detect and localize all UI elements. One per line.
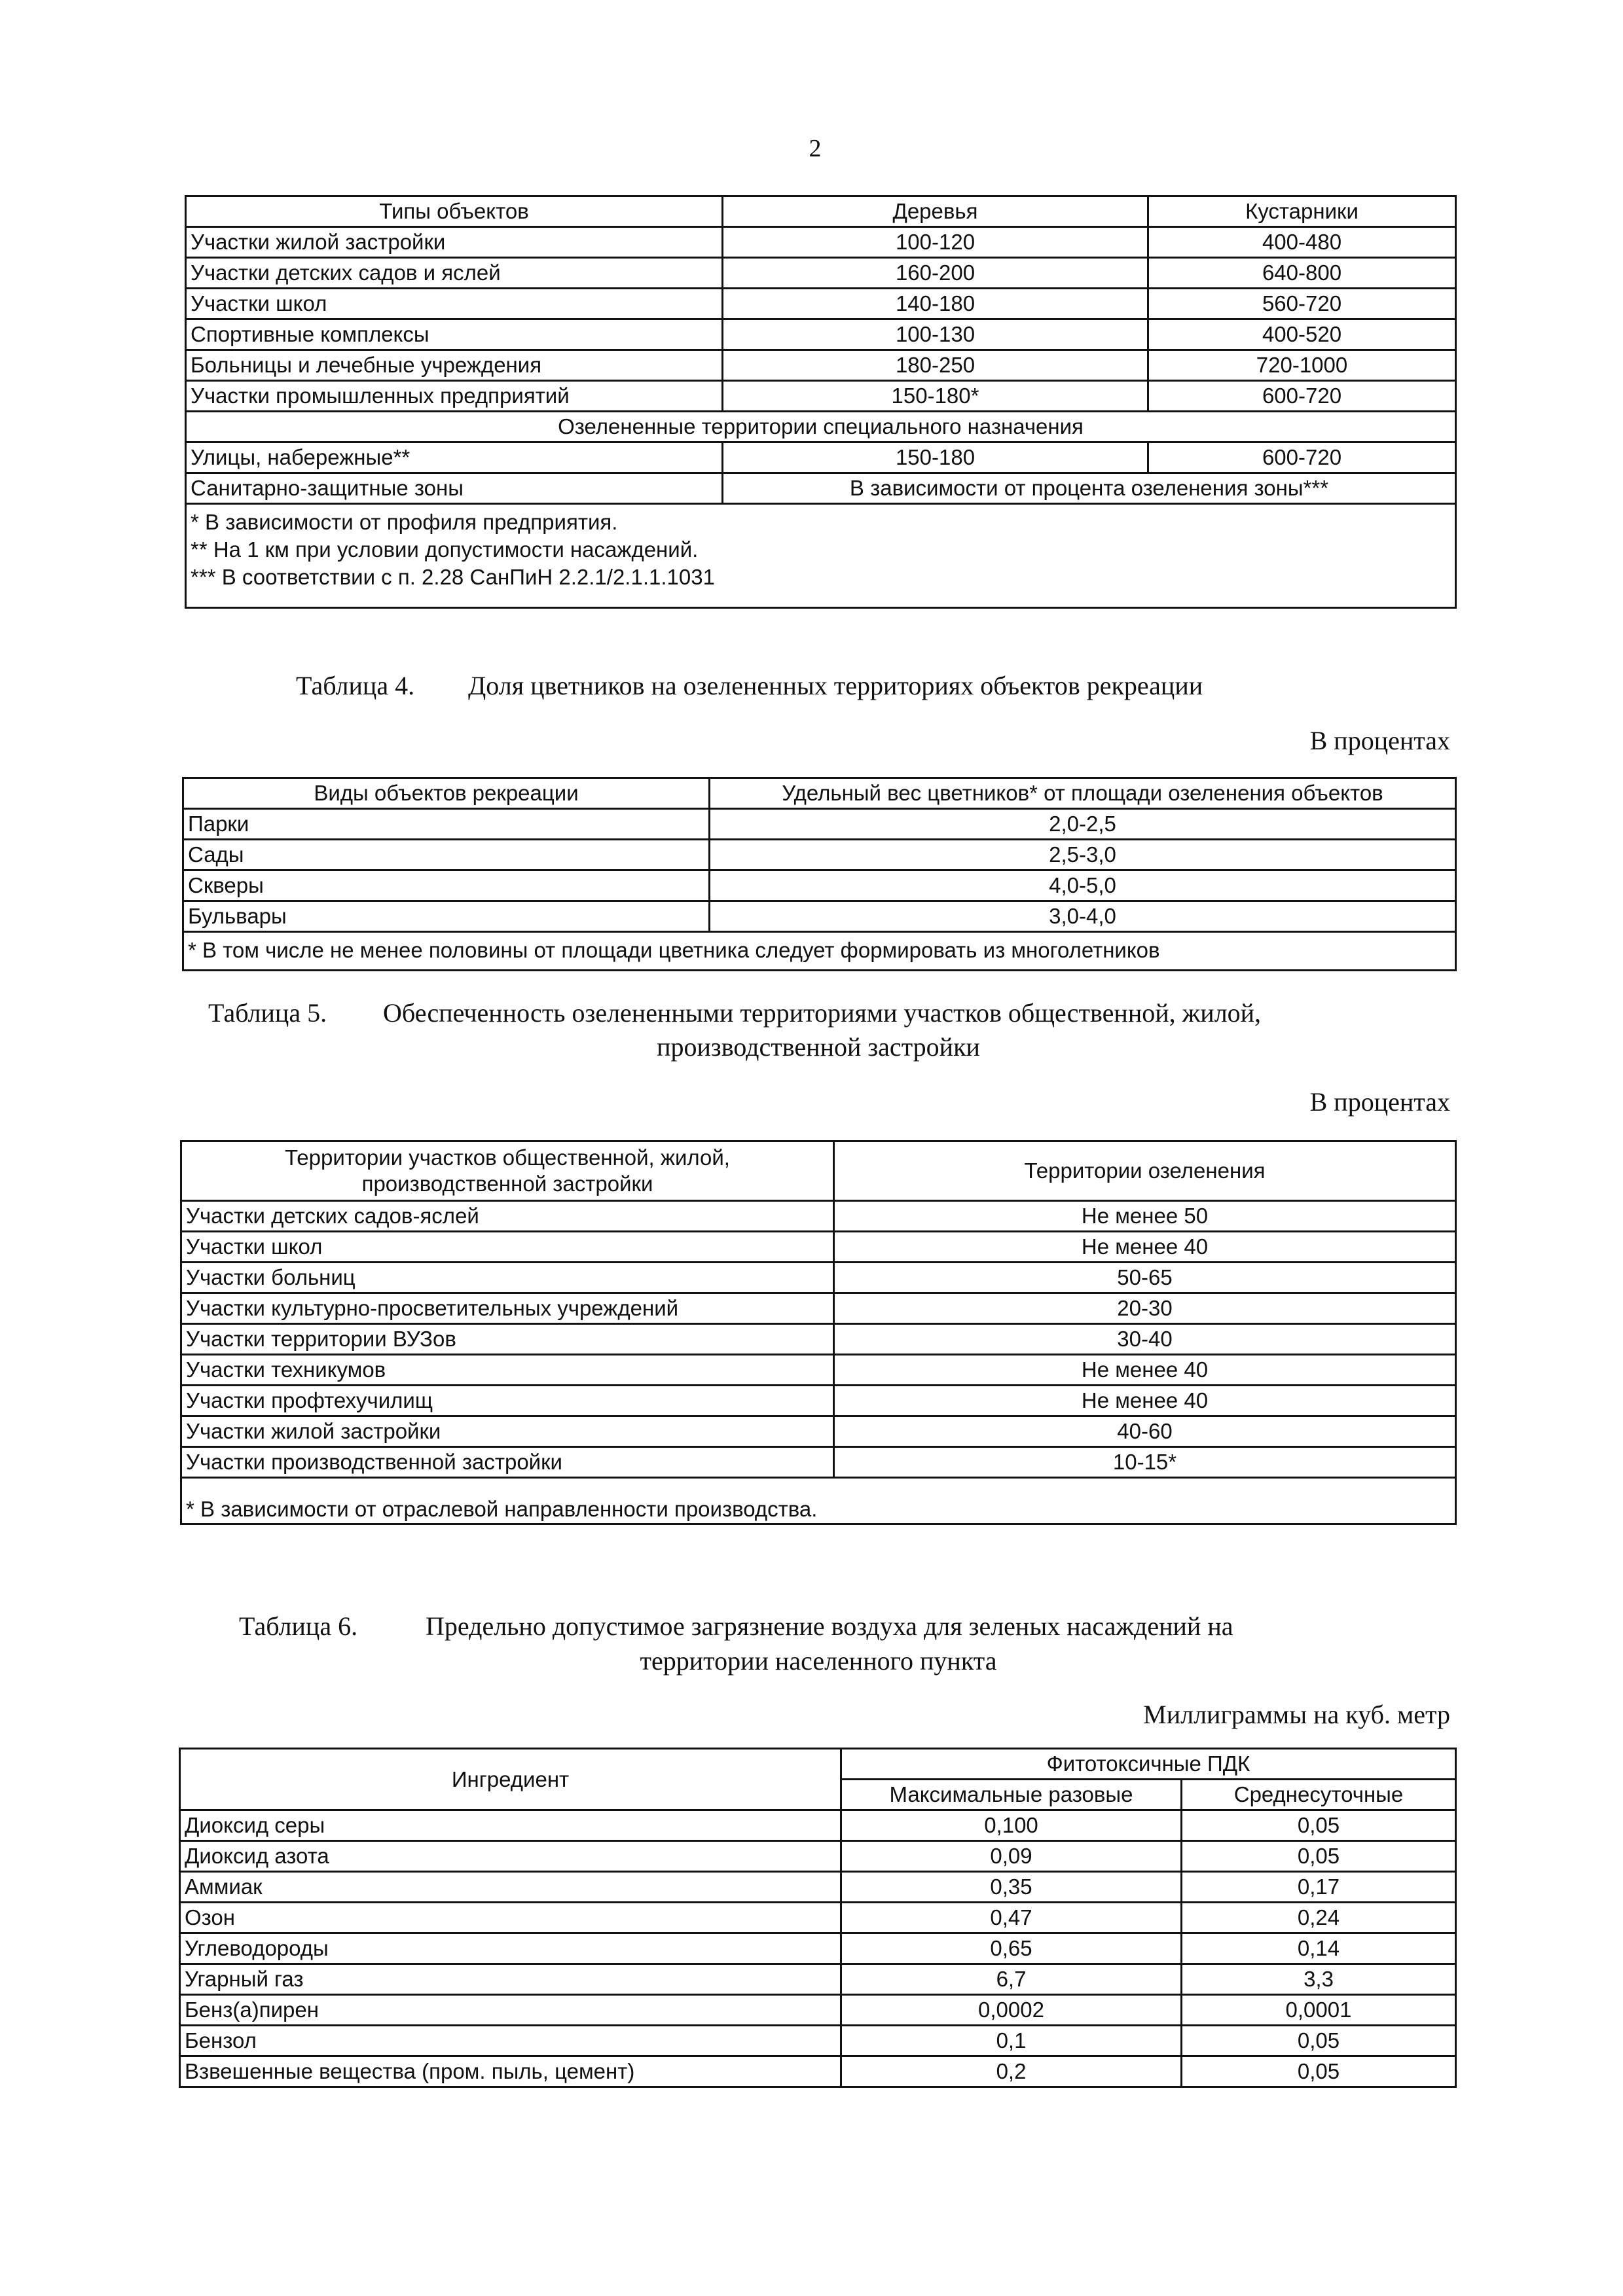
cell-value: 4,0-5,0 [710, 870, 1456, 901]
footnote: * В зависимости от отраслевой направленности производства. [181, 1478, 1456, 1524]
footnote: * В зависимости от профиля предприятия. [191, 510, 618, 534]
table4-label: Таблица 4. [296, 671, 415, 700]
cell-avg: 3,3 [1182, 1964, 1456, 1995]
cell-merged-value: В зависимости от процента озеленения зоны*** [723, 473, 1456, 504]
cell-avg: 0,0001 [1182, 1995, 1456, 2026]
table-greenery-provision [180, 1140, 1457, 1525]
cell-value: 40-60 [834, 1416, 1456, 1447]
cell-avg: 0,05 [1182, 1810, 1456, 1841]
table-row [186, 258, 1456, 289]
cell-ingredient: Бенз(а)пирен [180, 1995, 841, 2026]
table-row [186, 442, 1456, 473]
table5-unit: В процентах [1309, 1087, 1450, 1117]
cell-value: Не менее 40 [834, 1232, 1456, 1263]
table-row [181, 1293, 1456, 1324]
table5-title-line1: Обеспеченность озелененными территориями участков общественной, жилой, [383, 998, 1262, 1028]
table-row [186, 381, 1456, 412]
cell-type: Участки промышленных предприятий [186, 381, 723, 412]
cell-trees: 160-200 [723, 258, 1148, 289]
cell-type: Участки детских садов-яслей [181, 1201, 834, 1232]
table-notes [186, 504, 1456, 608]
cell-ingredient: Диоксид азота [180, 1841, 841, 1872]
table-notes-row [181, 1478, 1456, 1524]
cell-type: Участки техникумов [181, 1355, 834, 1386]
section-title: Озелененные территории специального назначения [186, 412, 1456, 442]
header-phytotoxic: Фитотоксичные ПДК [841, 1749, 1456, 1780]
cell-ingredient: Взвешенные вещества (пром. пыль, цемент) [180, 2056, 841, 2087]
cell-ingredient: Аммиак [180, 1872, 841, 1903]
cell-type: Участки школ [186, 289, 723, 319]
cell-trees: 140-180 [723, 289, 1148, 319]
table-row [180, 1872, 1456, 1903]
table-air-pollution-limits [179, 1748, 1457, 2088]
table-row [183, 870, 1456, 901]
cell-ingredient: Угарный газ [180, 1964, 841, 1995]
table-row [181, 1447, 1456, 1478]
cell-shrubs: 640-800 [1148, 258, 1456, 289]
cell-avg: 0,05 [1182, 2056, 1456, 2087]
table6-title-line2: территории населенного пункта [640, 1646, 997, 1676]
cell-ingredient: Бензол [180, 2026, 841, 2056]
cell-value: 2,5-3,0 [710, 840, 1456, 870]
cell-type: Участки больниц [181, 1263, 834, 1293]
table-row [180, 1810, 1456, 1841]
cell-type: Участки профтехучилищ [181, 1386, 834, 1416]
cell-shrubs: 720-1000 [1148, 350, 1456, 381]
table-row [181, 1232, 1456, 1263]
cell-shrubs: 400-520 [1148, 319, 1456, 350]
table-greenery-norms [185, 195, 1457, 609]
cell-type: Участки детских садов и яслей [186, 258, 723, 289]
cell-value: 10-15* [834, 1447, 1456, 1478]
cell-avg: 0,05 [1182, 1841, 1456, 1872]
cell-type: Участки жилой застройки [186, 227, 723, 258]
cell-avg: 0,24 [1182, 1903, 1456, 1933]
cell-value: 50-65 [834, 1263, 1456, 1293]
cell-type: Скверы [183, 870, 710, 901]
cell-avg: 0,14 [1182, 1933, 1456, 1964]
cell-trees: 100-130 [723, 319, 1148, 350]
header-greening: Территории озеленения [834, 1141, 1456, 1201]
cell-type: Больницы и лечебные учреждения [186, 350, 723, 381]
table-row [186, 319, 1456, 350]
cell-shrubs: 600-720 [1148, 381, 1456, 412]
table6-unit: Миллиграммы на куб. метр [1143, 1700, 1450, 1729]
cell-trees: 150-180 [723, 442, 1148, 473]
cell-value: 2,0-2,5 [710, 809, 1456, 840]
footnote: * В том числе не менее половины от площади цветника следует формировать из многолетников [183, 932, 1456, 971]
cell-max: 0,2 [841, 2056, 1182, 2087]
table6-label: Таблица 6. [239, 1611, 358, 1641]
header-max-single: Максимальные разовые [841, 1780, 1182, 1810]
table-row [181, 1386, 1456, 1416]
cell-type: Улицы, набережные** [186, 442, 723, 473]
cell-avg: 0,17 [1182, 1872, 1456, 1903]
header-line: производственной застройки [361, 1172, 653, 1196]
cell-value: Не менее 40 [834, 1386, 1456, 1416]
cell-max: 0,0002 [841, 1995, 1182, 2026]
cell-type: Сады [183, 840, 710, 870]
table-row [186, 289, 1456, 319]
table-row [181, 1201, 1456, 1232]
header-line: Территории участков общественной, жилой, [285, 1145, 730, 1170]
cell-type: Участки жилой застройки [181, 1416, 834, 1447]
cell-value: 30-40 [834, 1324, 1456, 1355]
header-ingredient: Ингредиент [180, 1749, 841, 1810]
table4-title: Доля цветников на озелененных территориях объектов рекреации [468, 671, 1203, 700]
cell-trees: 180-250 [723, 350, 1148, 381]
cell-max: 6,7 [841, 1964, 1182, 1995]
cell-max: 0,47 [841, 1903, 1182, 1933]
cell-type: Парки [183, 809, 710, 840]
table-header-row [186, 196, 1456, 227]
table-row [186, 350, 1456, 381]
table-row [183, 840, 1456, 870]
table-header-row [183, 778, 1456, 809]
table-row [181, 1416, 1456, 1447]
cell-type: Участки школ [181, 1232, 834, 1263]
table-row [186, 473, 1456, 504]
footnote: *** В соответствии с п. 2.28 СанПиН 2.2.1/2.1.1.1031 [191, 565, 715, 589]
header-recreation-types: Виды объектов рекреации [183, 778, 710, 809]
table-row [183, 809, 1456, 840]
header-territories [181, 1141, 834, 1201]
table4-unit: В процентах [1309, 726, 1450, 755]
page-number: 2 [809, 135, 822, 162]
header-flowerbed-share: Удельный вес цветников* от площади озеленения объектов [710, 778, 1456, 809]
cell-type: Участки производственной застройки [181, 1447, 834, 1478]
table5-title-line2: производственной застройки [657, 1032, 980, 1062]
cell-value: 3,0-4,0 [710, 901, 1456, 932]
header-daily-average: Среднесуточные [1182, 1780, 1456, 1810]
cell-trees: 100-120 [723, 227, 1148, 258]
cell-value: Не менее 50 [834, 1201, 1456, 1232]
cell-type: Санитарно-защитные зоны [186, 473, 723, 504]
footnote: ** На 1 км при условии допустимости насаждений. [191, 537, 699, 562]
table-row [180, 1841, 1456, 1872]
cell-max: 0,09 [841, 1841, 1182, 1872]
cell-ingredient: Углеводороды [180, 1933, 841, 1964]
header-shrubs: Кустарники [1148, 196, 1456, 227]
cell-avg: 0,05 [1182, 2026, 1456, 2056]
cell-max: 0,65 [841, 1933, 1182, 1964]
table-row [180, 1964, 1456, 1995]
cell-type: Бульвары [183, 901, 710, 932]
table-notes-row [186, 504, 1456, 608]
table-row [180, 1933, 1456, 1964]
table-row [181, 1324, 1456, 1355]
header-trees: Деревья [723, 196, 1148, 227]
table-row [183, 901, 1456, 932]
cell-max: 0,100 [841, 1810, 1182, 1841]
table-row [180, 1903, 1456, 1933]
cell-type: Участки культурно-просветительных учреждений [181, 1293, 834, 1324]
cell-value: 20-30 [834, 1293, 1456, 1324]
cell-trees: 150-180* [723, 381, 1148, 412]
cell-type: Участки территории ВУЗов [181, 1324, 834, 1355]
table6-title-line1: Предельно допустимое загрязнение воздуха для зеленых насаждений на [426, 1611, 1233, 1641]
cell-max: 0,35 [841, 1872, 1182, 1903]
header-object-types: Типы объектов [186, 196, 723, 227]
cell-ingredient: Диоксид серы [180, 1810, 841, 1841]
table-row [180, 1995, 1456, 2026]
table-row [180, 2026, 1456, 2056]
table-row [180, 2056, 1456, 2087]
cell-shrubs: 400-480 [1148, 227, 1456, 258]
table-header-row [181, 1141, 1456, 1201]
table-header-row [180, 1749, 1456, 1780]
cell-type: Спортивные комплексы [186, 319, 723, 350]
table5-label: Таблица 5. [208, 998, 327, 1028]
cell-ingredient: Озон [180, 1903, 841, 1933]
table-row [181, 1355, 1456, 1386]
table-row [186, 227, 1456, 258]
cell-shrubs: 600-720 [1148, 442, 1456, 473]
table-row [181, 1263, 1456, 1293]
table-notes-row [183, 932, 1456, 971]
table-flowerbeds [182, 777, 1457, 971]
cell-value: Не менее 40 [834, 1355, 1456, 1386]
cell-max: 0,1 [841, 2026, 1182, 2056]
table-section-row [186, 412, 1456, 442]
cell-shrubs: 560-720 [1148, 289, 1456, 319]
